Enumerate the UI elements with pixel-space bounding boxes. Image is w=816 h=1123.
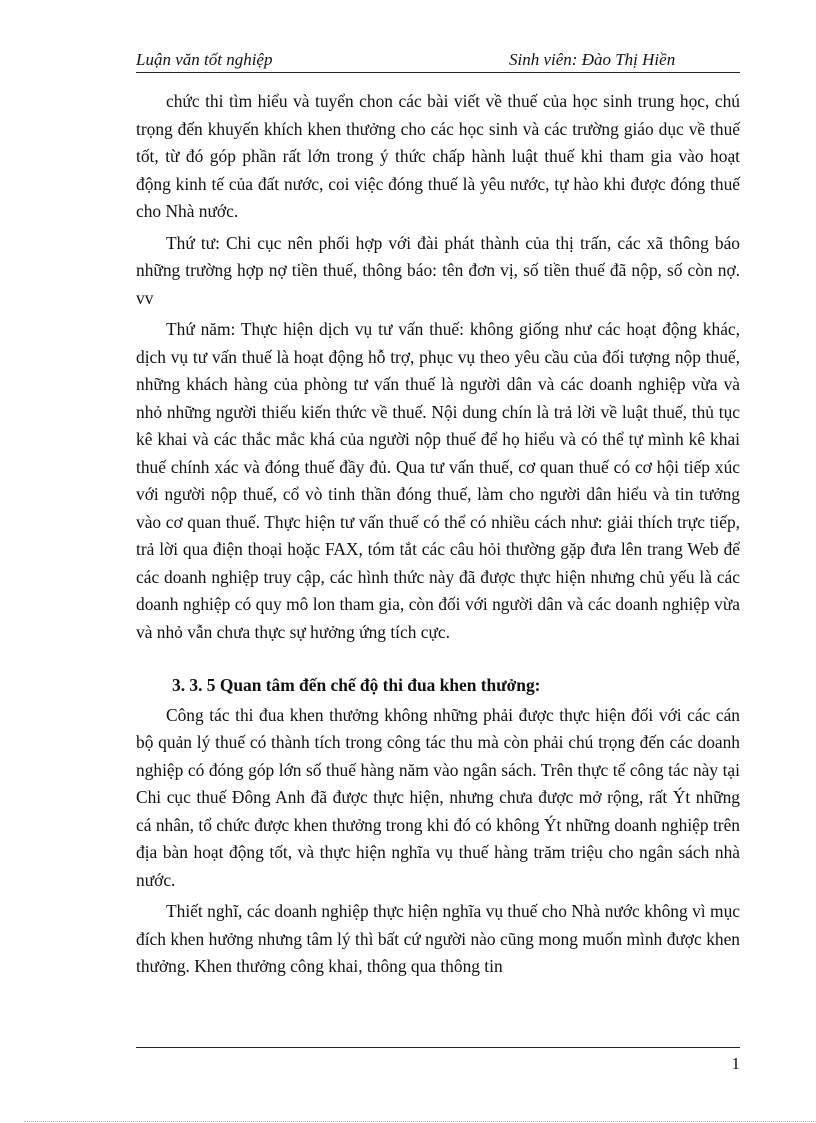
page-header: [136, 48, 740, 73]
header-thesis-label: Luận văn tốt nghiệp: [136, 50, 273, 69]
footer-divider: [136, 1047, 740, 1048]
page-number: 1: [731, 1054, 740, 1073]
header-student-name: Sinh viên: Đào Thị Hiền: [509, 50, 676, 69]
paragraph: Thứ năm: Thực hiện dịch vụ tư vấn thuế: không giống như các hoạt động khác, dịch vụ tư vấn thuế là hoạt động hỗ trợ, phục vụ theo yêu cầu của đối tượng nộp thuế, những khách hàng của phòng tư vấn thuế là người dân và các doanh nghiệp vừa và nhỏ những người thiếu kiến thức về thuế. Nội dung chín là trả lời về luật thuế, thủ tục kê khai và các thắc mắc khá của người nộp thuế để họ hiểu và có thể tự mình kê khai thuế chính xác và đóng thuế đầy đủ. Qua tư vấn thuế, cơ quan thuế có cơ hội tiếp xúc với người nộp thuế, cổ vò tinh thần đóng thuế, làm cho người dân hiểu và tin tưởng vào cơ quan thuế. Thực hiện tư vấn thuế có thể có nhiều cách như: giải thích trực tiếp, trả lời qua điện thoại hoặc FAX, tóm tắt các câu hỏi thường gặp đưa lên trang Web để các doanh nghiệp truy cập, các hình thức này đã được thực hiện nhưng chủ yếu là các doanh nghiệp có quy mô lon tham gia, còn đối với người dân và các doanh nghiệp vừa và nhỏ vẫn chưa thực sự hưởng ứng tích cực.: [136, 319, 740, 642]
paragraph: Thiết nghĩ, các doanh nghiệp thực hiện nghĩa vụ thuế cho Nhà nước không vì mục đích khen hưởng nhưng tâm lý thì bất cứ người nào cũng mong muốn mình được khen thưởng. Khen thưởng công khai, thông qua thông tin: [136, 901, 740, 976]
section-heading: 3. 3. 5 Quan tâm đến chế độ thi đua khen thưởng:: [172, 675, 541, 695]
paragraph: Thứ tư: Chi cục nên phối hợp với đài phát thành của thị trấn, các xã thông báo những trường hợp nợ tiền thuế, thông báo: tên đơn vị, số tiền thuế đã nộp, số còn nợ. vv: [136, 232, 740, 308]
paragraph: Công tác thi đua khen thưởng không những phải được thực hiện đối với các cán bộ quản lý thuế có thành tích trong công tác thu mà còn phải chú trọng đến các doanh nghiệp có đóng góp lớn số thuế hàng năm vào ngân sách. Trên thực tế công tác này tại Chi cục thuế Đông Anh đã được thực hiện, nhưng chưa được mở rộng, rất Ýt những cá nhân, tổ chức được khen thưởng trong khi đó có không Ýt những doanh nghiệp trên địa bàn hoạt động tốt, và thực hiện nghĩa vụ thuế hàng trăm triệu cho ngân sách nhà nước.: [136, 704, 740, 890]
document-body: [136, 88, 740, 985]
paragraph: chức thi tìm hiểu và tuyển chon các bài viết về thuế của học sinh trung học, chú trọng đến khuyến khích khen thưởng cho các học sinh và các trường giáo dục về thuế tốt, từ đó góp phần rất lớn trong ý thức chấp hành luật thuế khi tham gia vào hoạt động kinh tế của đất nước, coi việc đóng thuế là yêu nước, tự hào khi được đóng thuế cho Nhà nước.: [136, 91, 740, 221]
page-edge-divider: [24, 1121, 816, 1122]
